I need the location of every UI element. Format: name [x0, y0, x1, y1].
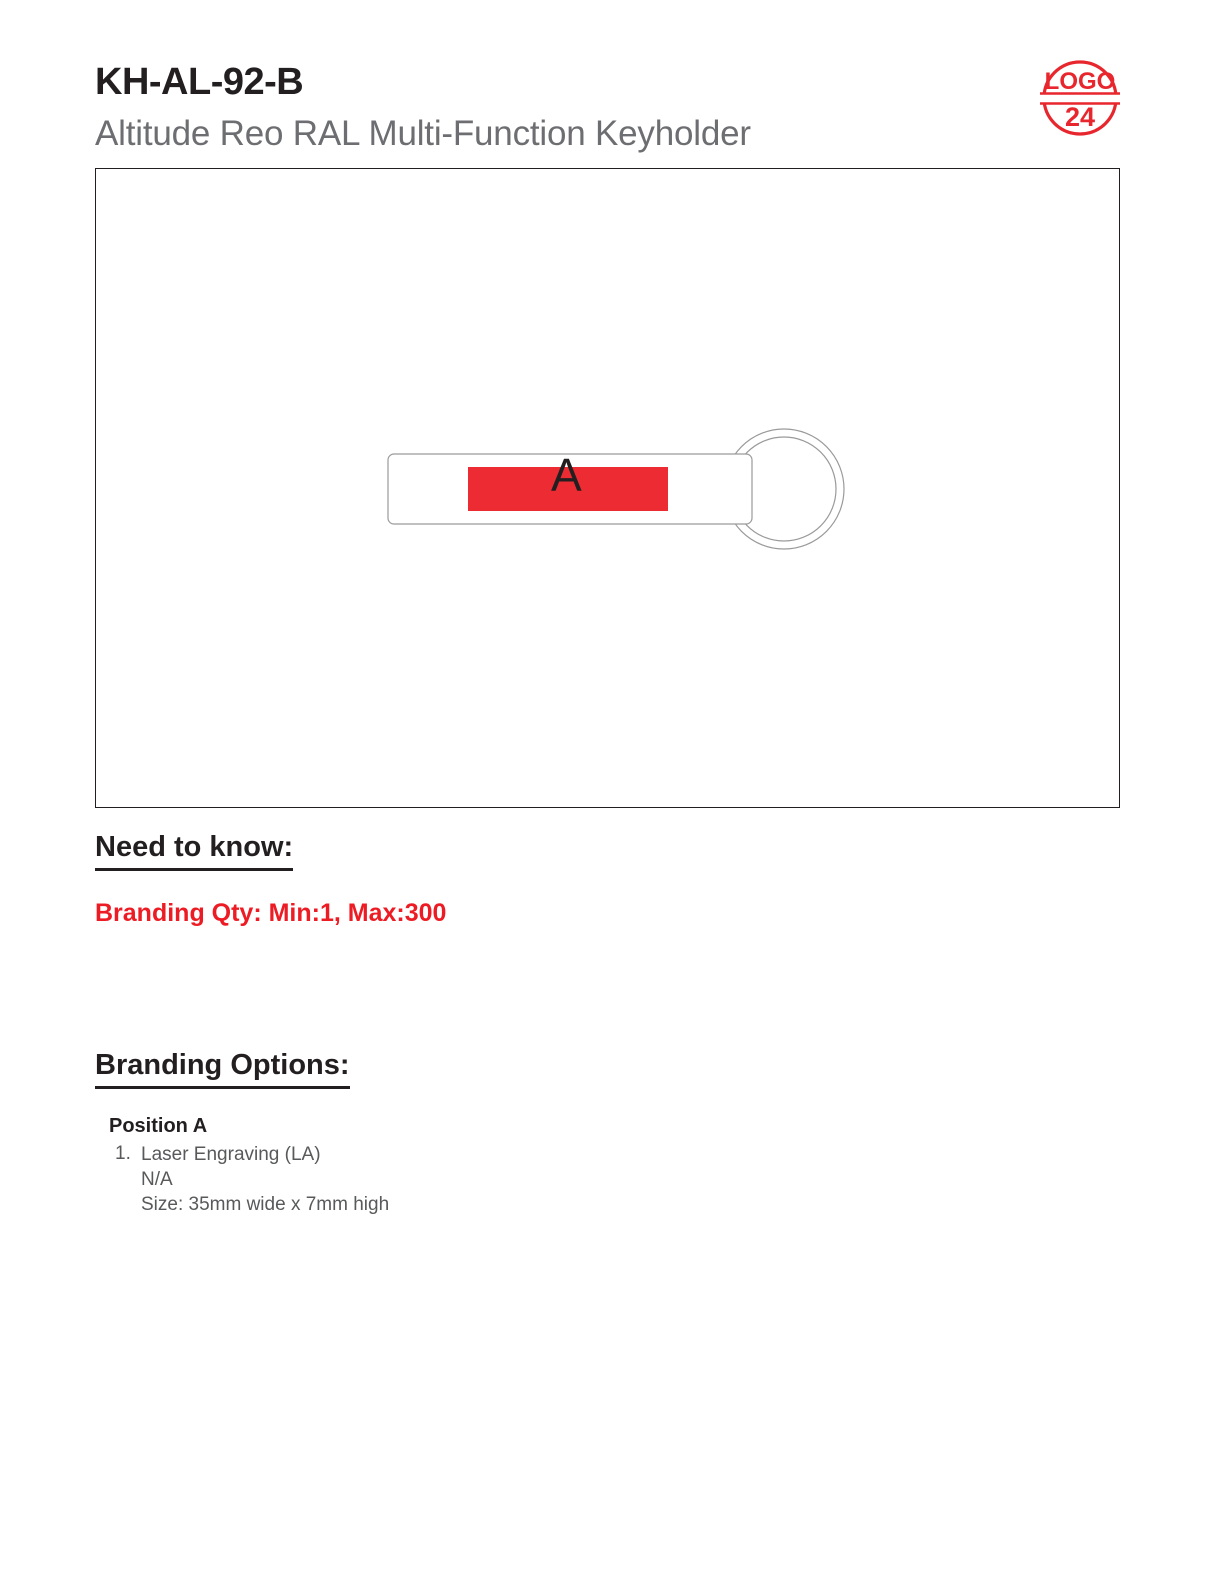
logo24-logo — [1031, 58, 1129, 138]
position-title: Position A — [109, 1114, 208, 1137]
option-colours: N/A — [141, 1168, 173, 1190]
option-details — [141, 1142, 389, 1217]
branding-qty-text: Branding Qty: Min:1, Max:300 — [95, 898, 447, 927]
product-name: Altitude Reo RAL Multi-Function Keyholder — [95, 113, 751, 153]
product-illustration — [384, 419, 854, 559]
artwork-preview-frame — [95, 168, 1120, 808]
option-size: Size: 35mm wide x 7mm high — [141, 1193, 390, 1215]
branding-options-section — [95, 1048, 1129, 1217]
branding-option-row — [109, 1142, 1129, 1217]
product-code: KH-AL-92-B — [95, 61, 304, 103]
svg-text:LOGO: LOGO — [1044, 68, 1116, 95]
branding-position-label: A — [551, 449, 582, 502]
need-to-know-heading: Need to know: — [95, 830, 293, 871]
position-block — [95, 1115, 1129, 1217]
document-header — [95, 0, 1129, 154]
svg-text:24: 24 — [1064, 102, 1096, 132]
need-to-know-section — [95, 830, 1129, 928]
branding-options-heading: Branding Options: — [95, 1048, 350, 1089]
option-method: Laser Engraving (LA) — [141, 1143, 321, 1165]
option-number: 1. — [115, 1142, 131, 1164]
